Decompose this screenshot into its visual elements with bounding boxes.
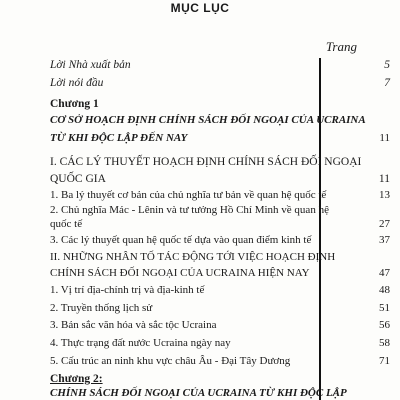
toc-entry-title: 2. Truyền thống lịch sử (50, 302, 153, 314)
toc-entry-page: 37 (379, 234, 390, 246)
toc-entry-title: 2. Chủ nghĩa Mác - Lênin và tư tưởng Hồ Chí Minh về quan hệ (50, 204, 329, 216)
toc-entry-page: 58 (379, 337, 390, 349)
toc-entry-title: TỪ KHI ĐỘC LẬP ĐẾN NAY (50, 132, 188, 144)
toc-entry-page: 27 (379, 218, 390, 230)
page-column-header: Trang (325, 39, 357, 54)
toc-entry-page: 56 (379, 319, 390, 331)
toc-entry-title: CHÍNH SÁCH ĐỐI NGOẠI CỦA UCRAINA TỪ KHI ĐỘC LẬP (50, 387, 347, 399)
toc-entry-title: I. CÁC LÝ THUYẾT HOẠCH ĐỊNH CHÍNH SÁCH ĐỐI NGOẠI (50, 156, 362, 168)
toc-entry-page: 71 (379, 355, 390, 367)
toc-entry-title: 3. Bản sắc văn hóa và sắc tộc Ucraina (50, 319, 217, 331)
toc-entry-page: 11 (379, 132, 390, 144)
toc-entry-title: II. NHỮNG NHÂN TỐ TÁC ĐỘNG TỚI VIỆC HOẠCH ĐỊNH (50, 251, 336, 263)
toc-entry-title: Chương 1 (50, 98, 99, 110)
toc-entry-title: CHÍNH SÁCH ĐỐI NGOẠI CỦA UCRAINA HIỆN NAY (50, 267, 310, 279)
toc-entry-title: CƠ SỞ HOẠCH ĐỊNH CHÍNH SÁCH ĐỐI NGOẠI CỦA UCRAINA (50, 114, 366, 126)
toc-entry-title: 1. Vị trí địa-chính trị và địa-kinh tế (50, 284, 205, 296)
toc-entry-title: 3. Các lý thuyết quan hệ quốc tế dựa vào quan điểm kinh tế (50, 234, 312, 246)
toc-entry-title: Chương 2: (50, 373, 103, 385)
toc-entry-page: 51 (379, 302, 390, 314)
toc-entry-page: 11 (378, 173, 390, 185)
toc-entry-title: 5. Cấu trúc an ninh khu vực châu Âu - Đại Tây Dương (50, 355, 291, 367)
toc-entry-title: Lời nói đầu (50, 77, 104, 89)
toc-entry-page: 48 (379, 284, 390, 296)
toc-entry-page: 7 (384, 77, 390, 89)
page-column-divider (319, 58, 321, 400)
toc-entry-page: 47 (379, 267, 390, 279)
toc-entry-title: QUỐC GIA (50, 173, 106, 185)
toc-entry-page: 5 (384, 59, 390, 71)
toc-entry-title: quốc tế (50, 218, 83, 230)
toc-entry-page: 13 (379, 189, 390, 201)
toc-entry-title: Lời Nhà xuất bản (50, 59, 131, 71)
page-title: MỤC LỤC (170, 1, 230, 15)
toc-entry-title: 4. Thực trạng đất nước Ucraina ngày nay (50, 337, 231, 349)
toc-entry-title: 1. Ba lý thuyết cơ bản của chủ nghĩa tư bản về quan hệ quốc tế (50, 189, 327, 201)
